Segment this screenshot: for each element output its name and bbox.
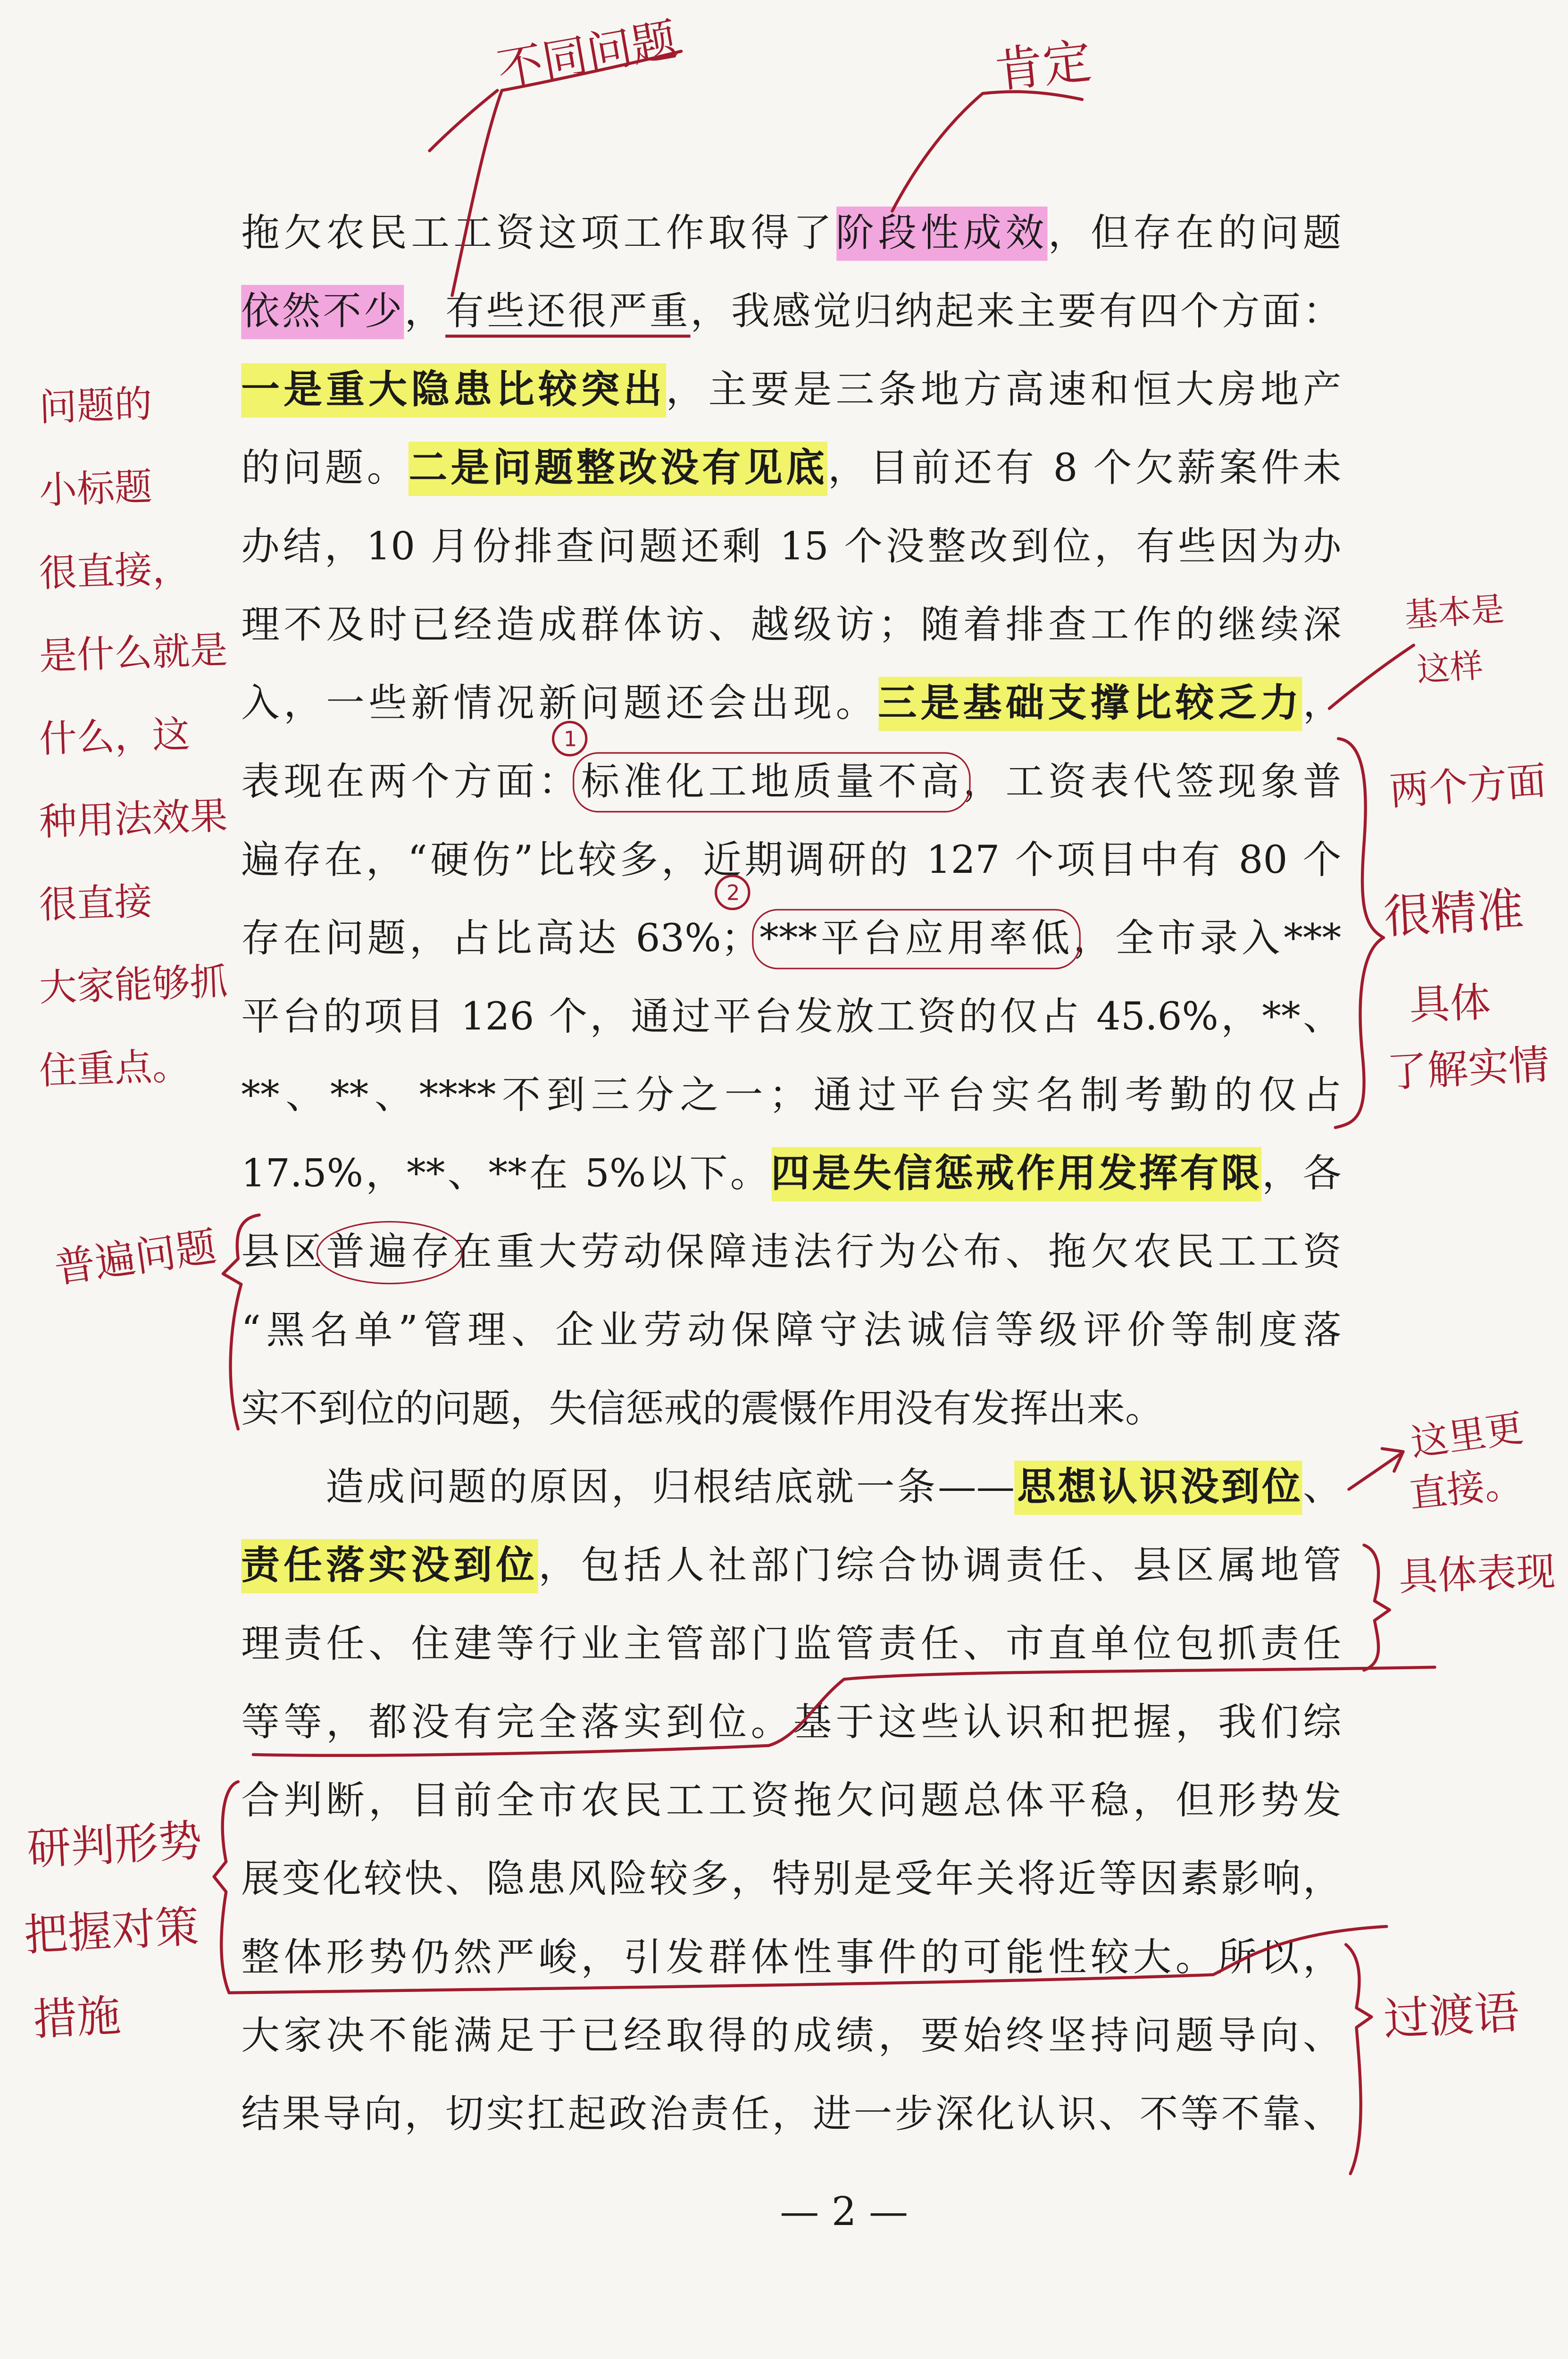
page-number: — 2 — <box>780 2190 909 2236</box>
handwritten-note-two-aspects: 了解实情 <box>1385 1042 1551 1097</box>
handwritten-note-two-aspects: 具体 <box>1408 980 1492 1030</box>
text-line <box>241 1606 1341 1684</box>
text-segment: 、 <box>1302 1465 1342 1511</box>
text-line <box>241 1448 1341 1527</box>
handwritten-note-two-aspects: 两个方面 <box>1388 759 1548 816</box>
text-line <box>241 743 1341 821</box>
handwritten-line: 什么，这 <box>38 712 191 761</box>
text-segment: ，目前还有 8 个欠薪案件未 <box>828 446 1342 492</box>
pink-highlight: 阶段性成效 <box>836 207 1048 261</box>
text-segment: 展变化较快、隐患风险较多，特别是受年关将近等因素影响， <box>241 1857 1342 1903</box>
text-line <box>241 586 1341 665</box>
text-segment: 办结，10 月份排查问题还剩 15 个没整改到位，有些因为办 <box>241 524 1342 570</box>
text-segment: ，主要是三条地方高速和恒大房地产 <box>666 368 1342 413</box>
handwritten-line: 很直接 <box>38 879 153 927</box>
handwritten-note-basic: 这样 <box>1415 648 1485 691</box>
text-segment: ，但存在的问题 <box>1048 211 1342 257</box>
text-segment: 存在问题，占比高达 63%； <box>241 916 760 962</box>
text-line <box>241 821 1341 900</box>
handwritten-line: 是什么就是 <box>38 628 228 678</box>
text-segment: 合判断，目前全市农民工工资拖欠问题总体平稳，但形势发 <box>241 1779 1342 1824</box>
handwritten-note-two-aspects: 很精准 <box>1382 883 1526 945</box>
red-underlined-text: 有些还很严重 <box>445 289 691 335</box>
text-line <box>241 1684 1341 1762</box>
text-segment: ， <box>404 289 446 335</box>
text-segment: 大家决不能满足于已经取得的成绩，要始终坚持问题导向、 <box>241 2014 1342 2059</box>
text-line <box>241 1292 1341 1370</box>
pen-arrow-more-direct <box>1349 1448 1403 1489</box>
pen-bracket-transition <box>1346 1945 1371 2174</box>
handwritten-note-judgement: 措施 <box>32 1990 122 2046</box>
body-text <box>241 194 1341 2154</box>
text-segment: “黑名单”管理、企业劳动保障守法诚信等级评价等制度落 <box>241 1308 1342 1354</box>
text-line <box>241 1840 1341 1919</box>
circled-text: ***平台应用率低 <box>759 916 1074 962</box>
text-segment: 表现在两个方面： <box>241 760 581 805</box>
text-line <box>241 1919 1341 1997</box>
handwritten-note-basic: 基本是 <box>1403 591 1506 636</box>
handwritten-note-transition: 过渡语 <box>1382 1987 1521 2047</box>
text-segment: 整体形势仍然严峻，引发群体性事件的可能性较大。所以， <box>241 1935 1342 1981</box>
text-line <box>241 351 1341 429</box>
handwritten-line: 住重点。 <box>38 1044 191 1093</box>
text-line <box>241 900 1341 978</box>
text-line <box>241 1213 1341 1292</box>
text-segment: ，包括人社部门综合协调责任、县区属地管 <box>538 1543 1342 1589</box>
text-line <box>241 665 1341 743</box>
circled-marker-1-label: 1 <box>563 726 577 752</box>
yellow-highlight-heading: 三是基础支撑比较乏力 <box>878 677 1303 731</box>
handwritten-note-judgement: 把握对策 <box>23 1900 200 1961</box>
pen-stroke <box>430 91 498 151</box>
handwritten-line: 问题的 <box>38 382 153 430</box>
text-segment: ，全市录入*** <box>1073 916 1342 962</box>
pen-line-affirm <box>892 92 1082 211</box>
text-segment: 等等，都没有完全落实到位。基于这些认识和把握，我们综 <box>241 1700 1342 1746</box>
text-line <box>241 1527 1341 1606</box>
text-segment: **、**、****不到三分之一；通过平台实名制考勤的仅占 <box>241 1073 1342 1119</box>
handwritten-note-concrete: 具体表现 <box>1398 1550 1557 1601</box>
handwritten-note-different-issues: 不同问题 <box>493 14 681 98</box>
text-line <box>241 979 1341 1057</box>
handwritten-note-more-direct: 这里更 <box>1408 1405 1526 1465</box>
circled-text: 标准化工地质量不高 <box>581 760 963 805</box>
pen-bracket-concrete <box>1364 1545 1389 1670</box>
text-line <box>241 1997 1341 2075</box>
text-line <box>241 2076 1341 2154</box>
yellow-highlight-heading: 二是问题整改没有见底 <box>409 442 828 496</box>
text-line <box>241 1370 1341 1448</box>
pen-bracket-two-aspects <box>1335 739 1384 1128</box>
text-segment: ，各 <box>1262 1151 1342 1197</box>
pen-line-basic <box>1329 645 1414 708</box>
text-line <box>241 508 1341 586</box>
handwritten-note-subheading-comment <box>39 366 227 1113</box>
text-segment: ，我感觉归纳起来主要有四个方面： <box>690 289 1342 335</box>
text-segment: ，工资表代签现象普 <box>963 760 1342 805</box>
text-segment: 的问题。 <box>241 446 409 492</box>
text-segment: 理不及时已经造成群体访、越级访；随着排查工作的继续深 <box>241 603 1342 648</box>
text-line <box>241 1762 1341 1840</box>
text-segment: 遍存在，“硬伤”比较多，近期调研的 127 个项目中有 80 个 <box>241 838 1342 884</box>
text-line <box>241 430 1341 508</box>
text-segment: 实不到位的问题，失信惩戒的震慑作用没有发挥出来。 <box>241 1387 1164 1432</box>
text-line <box>241 1135 1341 1213</box>
handwritten-note-judgement: 研判形势 <box>25 1815 203 1875</box>
handwritten-line: 小标题 <box>38 465 153 513</box>
text-segment: 17.5%，**、**在 5%以下。 <box>241 1151 771 1197</box>
handwritten-note-more-direct: 直接。 <box>1407 1461 1525 1516</box>
text-segment: 理责任、住建等行业主管部门监管责任、市直单位包抓责任 <box>241 1622 1342 1667</box>
text-segment: 入，一些新情况新问题还会出现。 <box>241 681 878 727</box>
text-segment: 在重大劳动保障违法行为公布、拖欠农民工工资 <box>453 1230 1342 1275</box>
text-line <box>241 1057 1341 1135</box>
text-segment: 县区 <box>241 1230 326 1275</box>
handwritten-line: 种用法效果 <box>38 794 228 845</box>
circled-text: 普遍存 <box>326 1230 454 1275</box>
text-segment: 拖欠农民工工资这项工作取得了 <box>241 211 836 257</box>
handwritten-note-affirm: 肯定 <box>992 32 1094 100</box>
handwritten-note-common-issue: 普遍问题 <box>51 1224 219 1293</box>
text-segment: 结果导向，切实扛起政治责任，进一步深化认识、不等不靠、 <box>241 2092 1342 2138</box>
text-line <box>241 273 1341 351</box>
handwritten-line: 大家能够抓 <box>38 960 228 1010</box>
text-segment: ， <box>1303 681 1342 727</box>
circled-marker-2-label: 2 <box>726 880 740 905</box>
yellow-highlight-phrase: 责任落实没到位 <box>241 1539 538 1593</box>
handwritten-line: 很直接， <box>38 546 191 595</box>
yellow-highlight-heading: 一是重大隐患比较突出 <box>241 363 666 418</box>
pink-highlight: 依然不少 <box>241 285 404 339</box>
text-segment: 平台的项目 126 个，通过平台发放工资的仅占 45.6%，**、 <box>241 995 1342 1040</box>
text-segment: 造成问题的原因，归根结底就一条—— <box>325 1465 1015 1511</box>
text-line <box>241 194 1341 273</box>
yellow-highlight-phrase: 思想认识没到位 <box>1015 1461 1303 1515</box>
yellow-highlight-heading: 四是失信惩戒作用发挥有限 <box>771 1147 1262 1201</box>
